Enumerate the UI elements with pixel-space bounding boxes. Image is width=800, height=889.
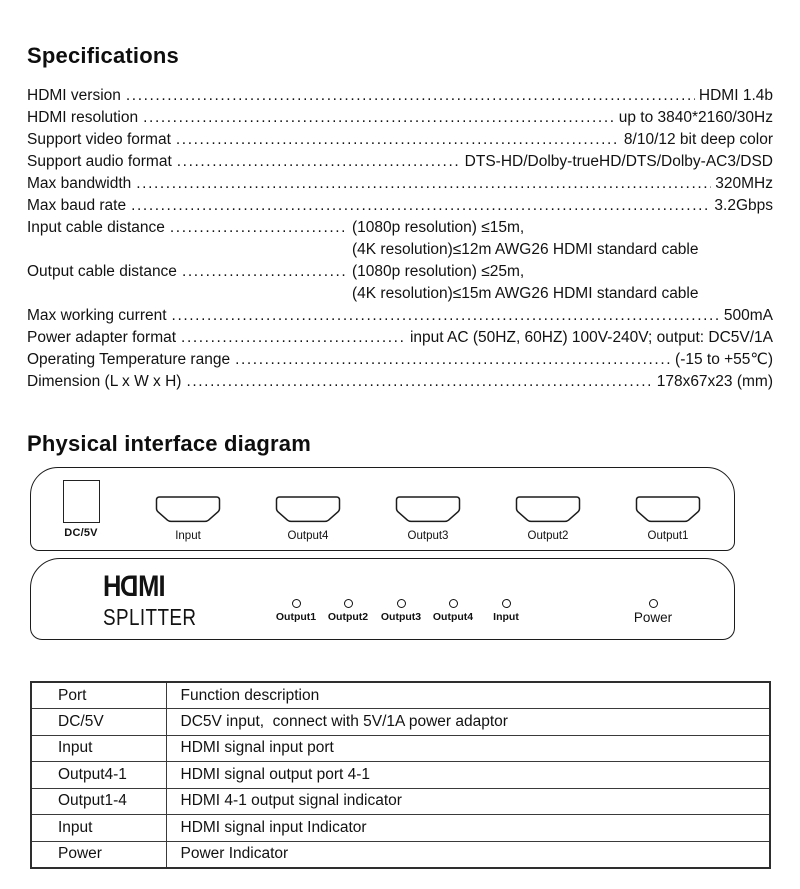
led-label: Output3 — [380, 611, 422, 623]
spec-row-max-working-current — [27, 305, 773, 327]
dotted-leader — [136, 173, 711, 195]
dc-power-port-icon — [63, 480, 100, 523]
hdmi-port-label: Input — [175, 530, 201, 542]
spec-row-input-cable-distance — [27, 217, 773, 261]
rear-panel-diagram — [30, 467, 735, 551]
port-cell: Input — [31, 815, 166, 842]
table-row — [31, 815, 770, 842]
dotted-leader — [176, 129, 620, 151]
led-indicator-icon — [449, 599, 458, 608]
dotted-leader — [177, 151, 461, 173]
specifications-list — [27, 85, 773, 393]
table-row — [31, 788, 770, 815]
spec-value: 8/10/12 bit deep color — [623, 131, 773, 148]
spec-row-video-format — [27, 129, 773, 151]
dotted-leader — [186, 371, 652, 393]
table-row — [31, 762, 770, 789]
spec-value-line1: (1080p resolution) ≤25m, — [352, 263, 525, 280]
spec-value-block — [352, 261, 773, 305]
spec-row-output-cable-distance — [27, 261, 773, 305]
spec-value: 3.2Gbps — [714, 197, 773, 214]
led-group-input — [474, 599, 538, 623]
spec-row-power-adapter — [27, 327, 773, 349]
hdmi-port-label: Output2 — [527, 530, 569, 542]
spec-label: Support audio format — [27, 153, 172, 170]
description-cell: HDMI 4-1 output signal indicator — [166, 788, 770, 815]
led-indicator-icon — [292, 599, 301, 608]
hdmi-port-group-output1 — [623, 496, 713, 542]
port-cell: Output4-1 — [31, 762, 166, 789]
flipped-d-glyph: D — [120, 570, 139, 603]
spec-label: Dimension (L x W x H) — [27, 373, 182, 390]
spec-row-max-baud-rate — [27, 195, 773, 217]
dotted-leader — [172, 305, 720, 327]
led-indicator-icon — [397, 599, 406, 608]
dotted-leader — [182, 261, 348, 283]
table-row — [31, 709, 770, 736]
dotted-leader — [235, 349, 671, 371]
hdmi-port-group-input — [143, 496, 233, 542]
table-header-port: Port — [31, 682, 166, 709]
spec-value: input AC (50HZ, 60HZ) 100V-240V; output: DC5V/1A — [409, 329, 773, 346]
dc-power-port-group — [57, 480, 105, 539]
table-row — [31, 735, 770, 762]
dotted-leader — [131, 195, 710, 217]
spec-left — [27, 217, 352, 239]
spec-value: DTS-HD/Dolby-trueHD/DTS/Dolby-AC3/DSD — [464, 153, 773, 170]
spec-row-max-bandwidth — [27, 173, 773, 195]
spec-label: Max working current — [27, 307, 167, 324]
port-cell: Input — [31, 735, 166, 762]
table-header-row — [31, 682, 770, 709]
spec-label: Max baud rate — [27, 197, 127, 214]
hdmi-port-label: Output4 — [287, 530, 329, 542]
dotted-leader — [126, 85, 695, 107]
table-row — [31, 841, 770, 868]
spec-row-audio-format — [27, 151, 773, 173]
hdmi-port-icon — [395, 496, 461, 523]
description-cell: DC5V input, connect with 5V/1A power adaptor — [166, 709, 770, 736]
port-cell: Power — [31, 841, 166, 868]
led-label: Output2 — [327, 611, 369, 623]
description-cell: Power Indicator — [166, 841, 770, 868]
hdmi-splitter-logo — [103, 572, 217, 629]
led-indicator-icon — [344, 599, 353, 608]
hdmi-port-icon — [155, 496, 221, 523]
led-label: Output4 — [432, 611, 474, 623]
hdmi-logo: HDMI — [103, 570, 165, 603]
spec-value-line2: (4K resolution)≤15m AWG26 HDMI standard cable — [352, 285, 699, 302]
spec-row-dimension — [27, 371, 773, 393]
led-label: Power — [633, 610, 673, 625]
spec-left — [27, 261, 352, 283]
spec-label: HDMI version — [27, 87, 121, 104]
led-label: Input — [493, 611, 519, 623]
spec-value-line2: (4K resolution)≤12m AWG26 HDMI standard cable — [352, 241, 699, 258]
splitter-label: SPLITTER — [103, 604, 197, 630]
hdmi-port-group-output4 — [263, 496, 353, 542]
spec-label: Max bandwidth — [27, 175, 132, 192]
hdmi-port-icon — [515, 496, 581, 523]
dotted-leader — [170, 217, 348, 239]
port-cell: DC/5V — [31, 709, 166, 736]
spec-label: Support video format — [27, 131, 171, 148]
physical-interface-heading: Physical interface diagram — [27, 431, 311, 456]
spec-label: Output cable distance — [27, 263, 177, 280]
spec-value: (-15 to +55℃) — [675, 351, 773, 368]
spec-value-block — [352, 217, 773, 261]
hdmi-port-icon — [275, 496, 341, 523]
hdmi-port-label: Output3 — [407, 530, 449, 542]
spec-value: 320MHz — [715, 175, 773, 192]
spec-label: HDMI resolution — [27, 109, 139, 126]
hdmi-port-group-output3 — [383, 496, 473, 542]
spec-value: up to 3840*2160/30Hz — [618, 109, 773, 126]
spec-label: Input cable distance — [27, 219, 165, 236]
led-indicator-icon — [649, 599, 658, 608]
spec-value: 178x67x23 (mm) — [656, 373, 773, 390]
spec-row-operating-temperature — [27, 349, 773, 371]
dotted-leader — [143, 107, 615, 129]
spec-row-hdmi-resolution — [27, 107, 773, 129]
spec-row-hdmi-version — [27, 85, 773, 107]
spec-value-line1: (1080p resolution) ≤15m, — [352, 219, 525, 236]
description-cell: HDMI signal input port — [166, 735, 770, 762]
dotted-leader — [181, 327, 406, 349]
specifications-heading: Specifications — [27, 43, 179, 68]
dc-port-label: DC/5V — [64, 527, 98, 539]
hdmi-port-icon — [635, 496, 701, 523]
hdmi-port-label: Output1 — [647, 530, 689, 542]
port-cell: Output1-4 — [31, 788, 166, 815]
spec-label: Operating Temperature range — [27, 351, 231, 368]
led-indicator-icon — [502, 599, 511, 608]
front-panel-diagram — [30, 558, 735, 640]
spec-value: HDMI 1.4b — [698, 87, 773, 104]
description-cell: HDMI signal input Indicator — [166, 815, 770, 842]
led-group-power — [621, 599, 685, 625]
table-header-description: Function description — [166, 682, 770, 709]
led-label: Output1 — [275, 611, 317, 623]
hdmi-port-group-output2 — [503, 496, 593, 542]
port-function-table — [30, 681, 771, 869]
description-cell: HDMI signal output port 4-1 — [166, 762, 770, 789]
spec-label: Power adapter format — [27, 329, 177, 346]
spec-value: 500mA — [723, 307, 773, 324]
